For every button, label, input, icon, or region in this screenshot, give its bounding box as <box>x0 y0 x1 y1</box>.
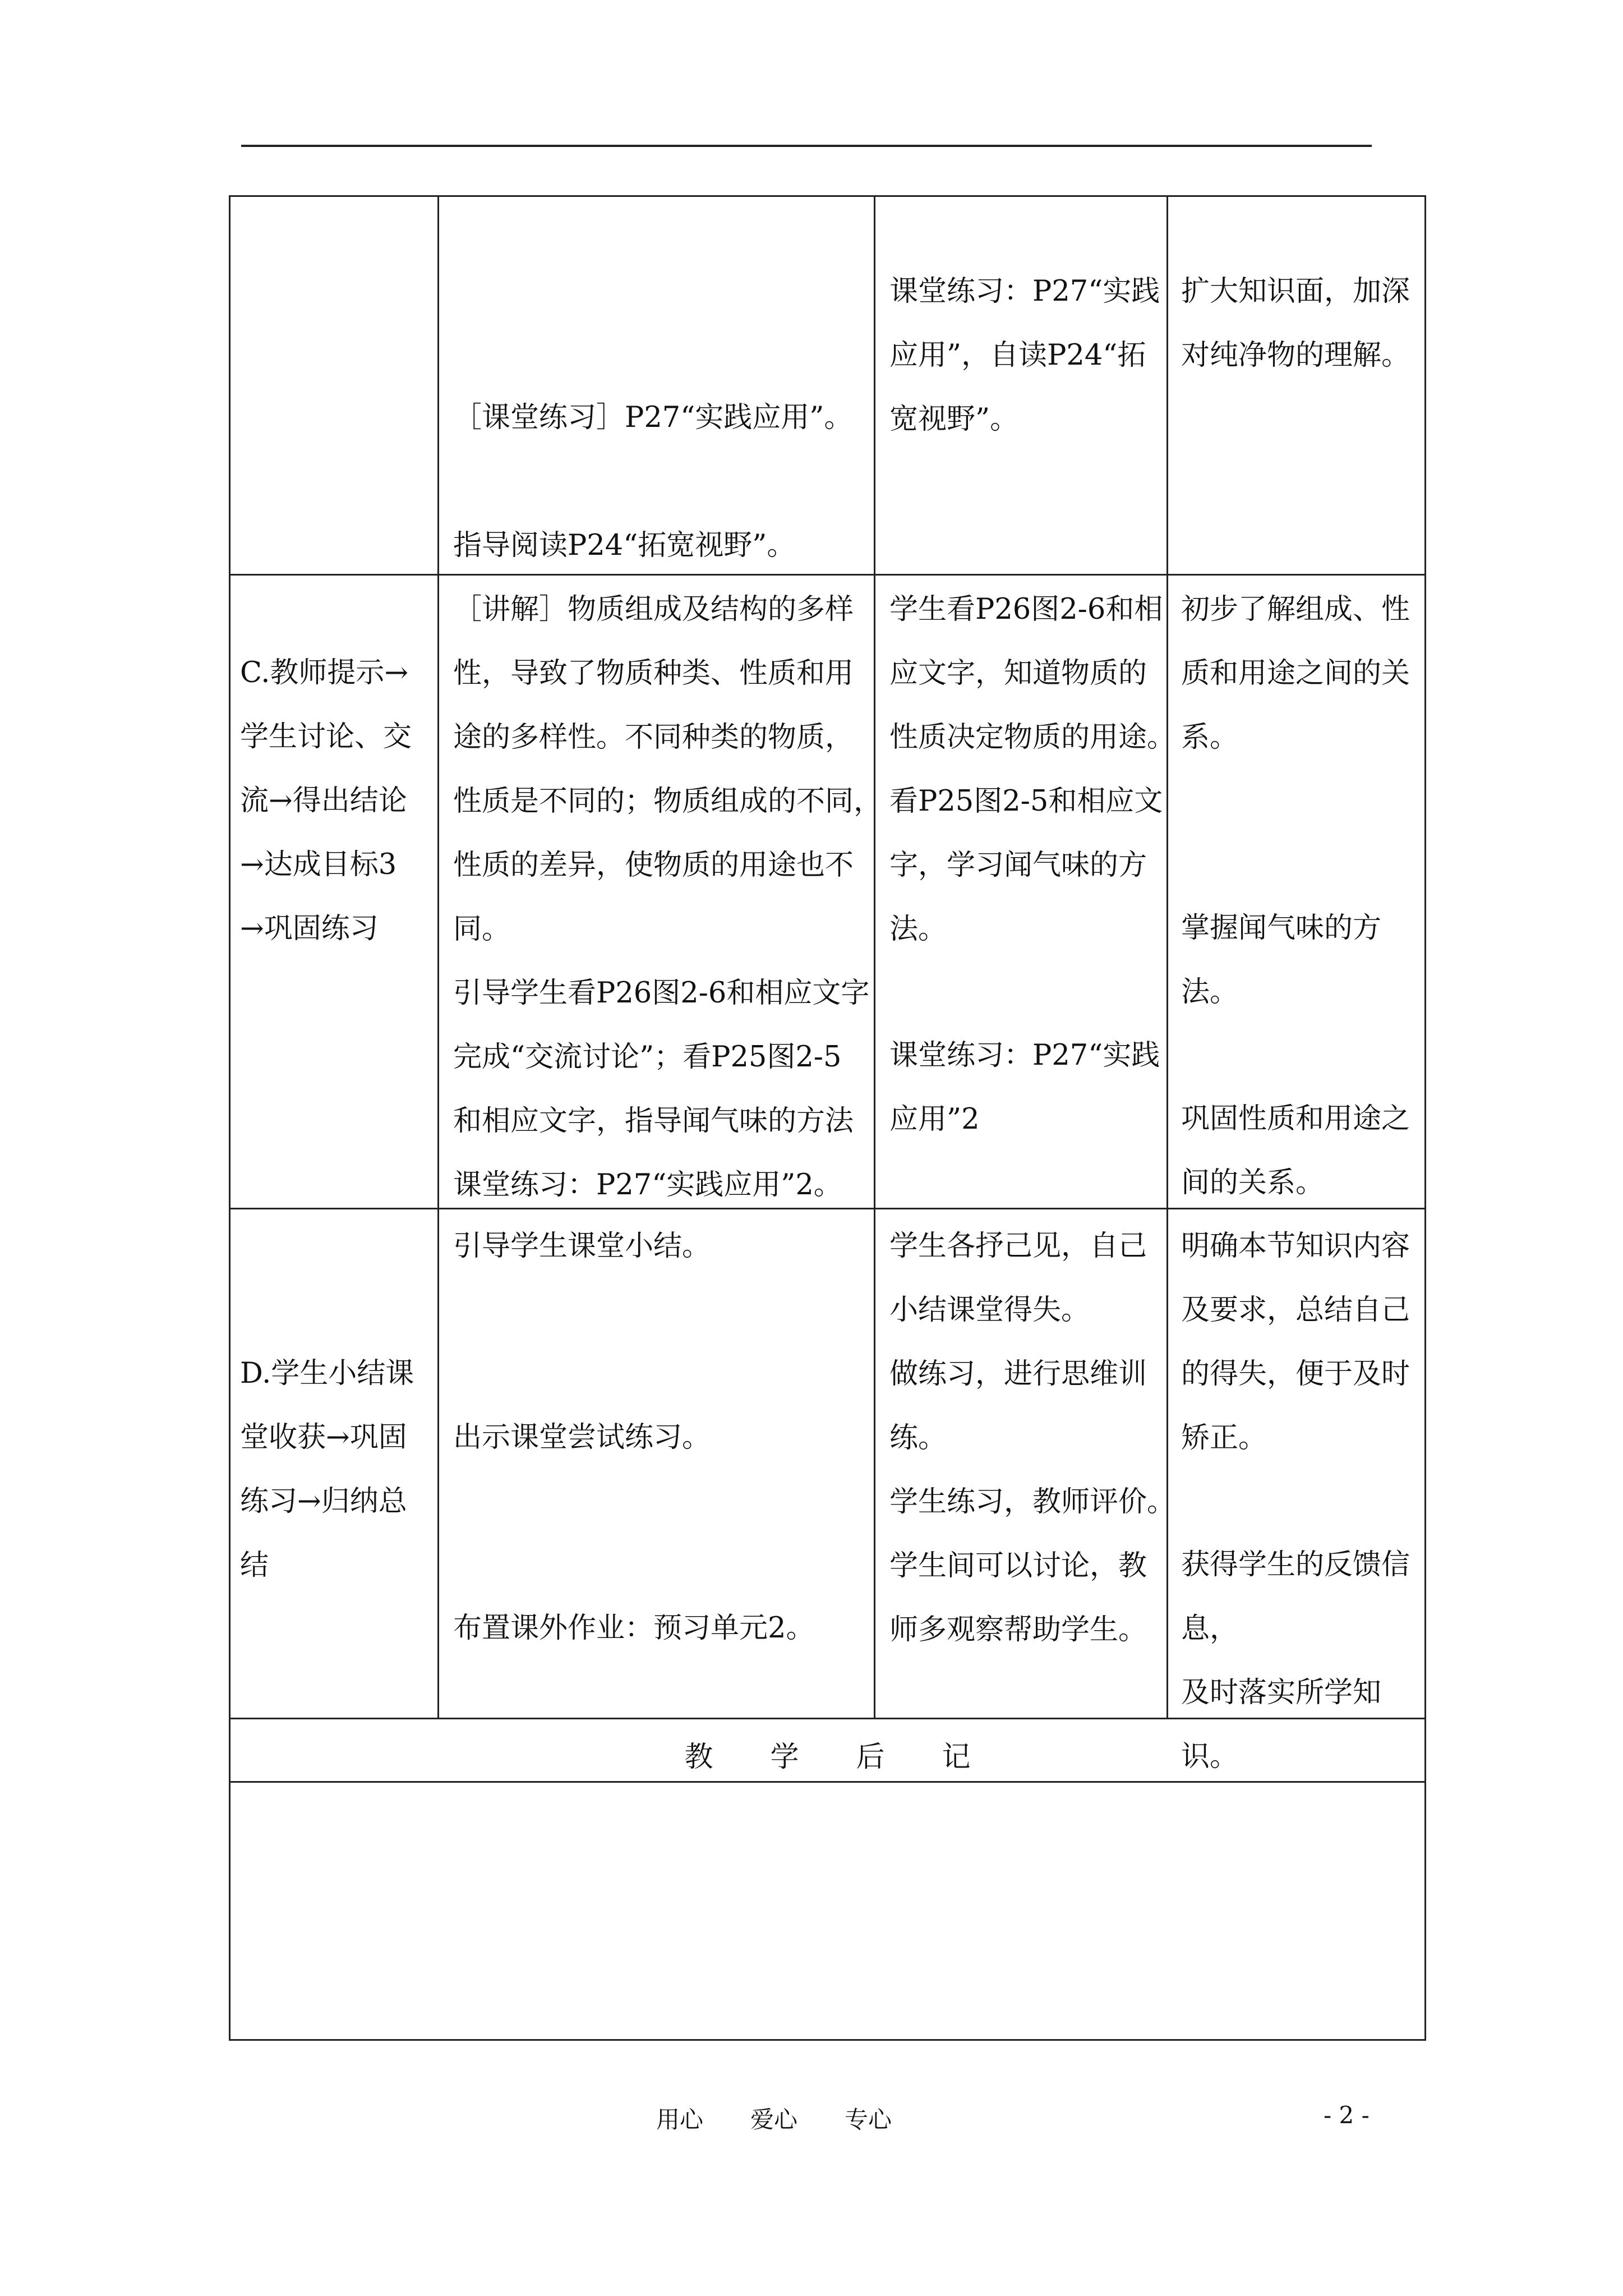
row2-teacher: ［讲解］物质组成及结构的多样 性，导致了物质种类、性质和用 途的多样性。不同种类的物质， 性质是不同的；物质组成的不同， 性质的差异，使物质的用途也不 同。 引导学生看P26图2-6和相应文字 完成“交流讨论”；看P25图2-5 和相应文字，指导闻气味的方法 课堂练习：P27“实践应用”2。 <box>453 593 883 1202</box>
row1-teacher-exercise: ［课堂练习］P27“实践应用”。 <box>453 401 853 434</box>
header-rule <box>241 145 1372 147</box>
row-divider <box>229 574 1426 576</box>
row1-purpose: 扩大知识面，加深 对纯净物的理解。 <box>1181 275 1410 372</box>
row3-stage: D.学生小结课 堂收获→巩固 练习→归纳总 结 <box>240 1357 414 1582</box>
footer-motto: 用心 爱心 专心 <box>656 2106 892 2133</box>
row2-student-observe: 学生看P26图2-6和相 应文字，知道物质的 性质决定物质的用途。 看P25图2-5和相应文 字，学习闻气味的方 法。 <box>889 593 1176 946</box>
row2-purpose-consolidate: 巩固性质和用途之 间的关系。 <box>1181 1102 1410 1199</box>
row1-student: 课堂练习：P27“实践 应用”，自读P24“拓 宽视野”。 <box>889 275 1160 436</box>
row1-teacher-reading: 指导阅读P24“拓宽视野”。 <box>453 529 796 562</box>
row2-student-exercise: 课堂练习：P27“实践 应用”2 <box>889 1039 1160 1136</box>
table-border-top <box>229 195 1426 197</box>
row3-purpose-feedback: 获得学生的反馈信 息， 及时落实所学知识。 <box>1181 1548 1410 1773</box>
page-number: - 2 - <box>1324 2101 1370 2129</box>
row3-teacher-homework: 布置课外作业：预习单元2。 <box>453 1612 815 1645</box>
postscript-heading: 教 学 后 记 <box>684 1741 971 1774</box>
row3-purpose-goals: 明确本节知识内容 及要求，总结自己 的得失，便于及时 矫正。 <box>1181 1230 1410 1455</box>
lesson-plan-table <box>229 195 1426 2041</box>
row3-teacher-practice: 出示课堂尝试练习。 <box>453 1421 711 1454</box>
row3-teacher-summary: 引导学生课堂小结。 <box>453 1230 711 1263</box>
row3-student: 学生各抒己见，自己 小结课堂得失。 做练习，进行思维训 练。 学生练习，教师评价。 学生间可以讨论，教 师多观察帮助学生。 <box>889 1230 1176 1646</box>
row2-purpose-understand: 初步了解组成、性 质和用途之间的关 系。 <box>1181 593 1410 754</box>
row2-purpose-smell: 掌握闻气味的方法。 <box>1181 912 1382 1009</box>
column-divider <box>437 195 439 1718</box>
row2-stage: C.教师提示→ 学生讨论、交 流→得出结论 →达成目标3 →巩固练习 <box>240 656 412 945</box>
table-border-bottom <box>229 2039 1426 2041</box>
